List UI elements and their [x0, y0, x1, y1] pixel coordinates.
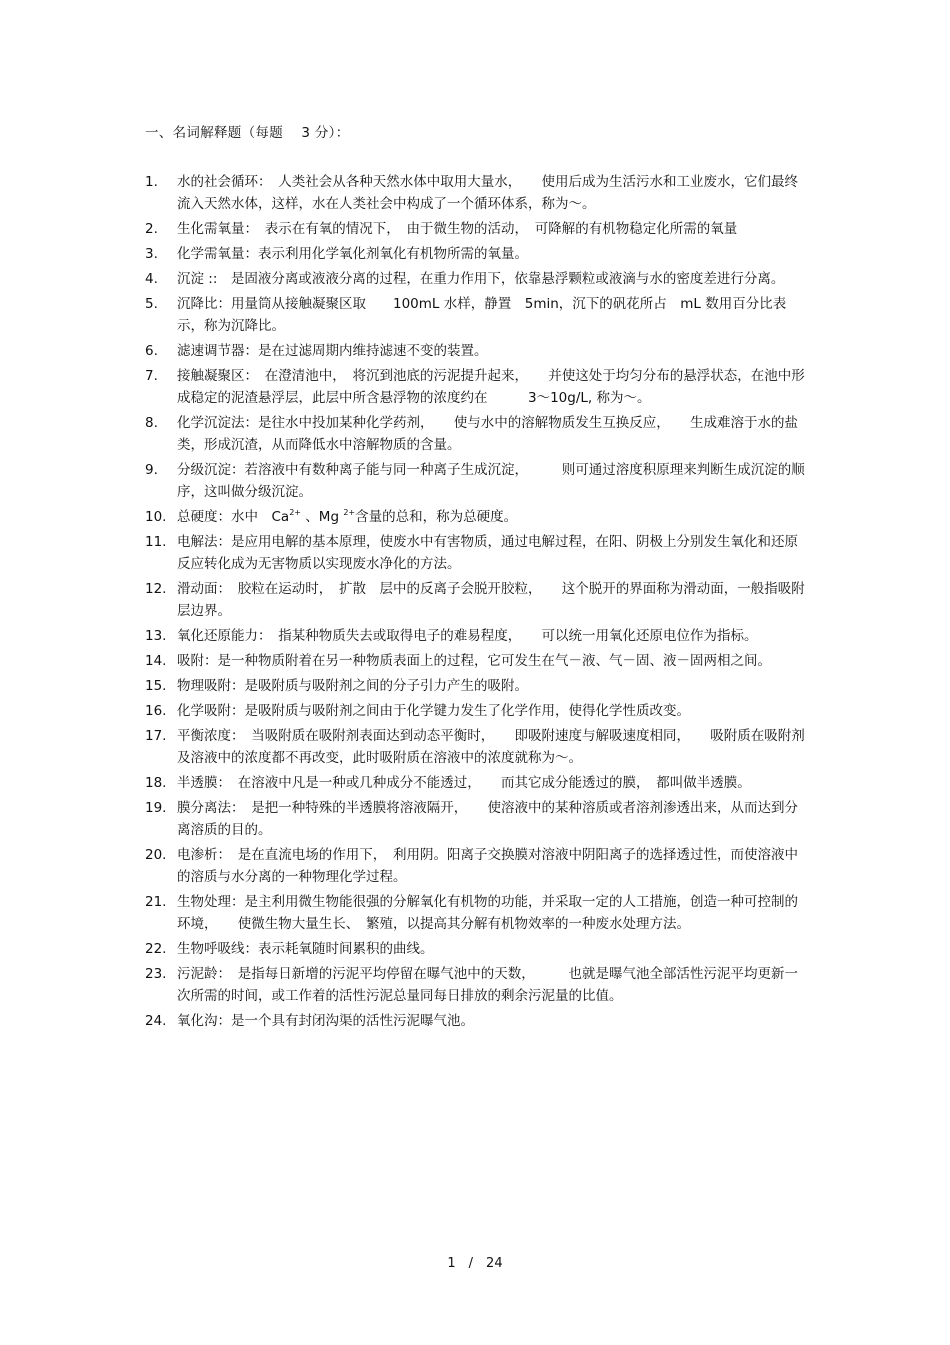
- list-item: [145, 939, 810, 961]
- item-text: 污泥龄： 是指每日新增的污泥平均停留在曝气池中的天数， 也就是曝气池全部活性污泥平均更新一次所需的时间，或工作着的活性污泥总量同每日排放的剩余污泥量的比值。: [177, 965, 798, 1004]
- list-item: [145, 964, 810, 1008]
- superscript: 2+: [343, 507, 356, 517]
- item-text: 水的社会循环： 人类社会从各种天然水体中取用大量水， 使用后成为生活污水和工业废水，它们最终流入天然水体，这样，水在人类社会中构成了一个循环体系，称为～。: [177, 174, 798, 212]
- item-text: 膜分离法： 是把一种特殊的半透膜将溶液隔开， 使溶液中的某种溶质或者溶剂渗透出来，从而达到分离溶质的目的。: [177, 800, 798, 838]
- list-item: [145, 892, 810, 936]
- item-text: 吸附：是一种物质附着在另一种物质表面上的过程，它可发生在气－液、气－固、液－固两相之间。: [177, 652, 771, 669]
- list-item: [145, 244, 810, 266]
- item-text: [177, 509, 517, 525]
- item-text: 沉降比：用量筒从接触凝聚区取 100mL 水样，静置 5min，沉下的矾花所占 mL 数用百分比表示，称为沉降比。: [177, 296, 787, 334]
- item-text: 滤速调节器：是在过滤周期内维持滤速不变的装置。: [177, 343, 488, 360]
- item-number: 16.: [145, 702, 167, 719]
- item-text: 化学沉淀法：是往水中投加某种化学药剂， 使与水中的溶解物质发生互换反应， 生成难溶于水的盐类，形成沉渣，从而降低水中溶解物质的含量。: [177, 415, 798, 453]
- list-item: [145, 845, 810, 889]
- item-text: 平衡浓度： 当吸附质在吸附剂表面达到动态平衡时， 即吸附速度与解吸速度相同， 吸附质在吸附剂及溶液中的浓度都不再改变，此时吸附质在溶液中的浓度就称为～。: [177, 728, 805, 766]
- item-number: 10.: [145, 508, 167, 525]
- item-text-part: 、Mg: [301, 508, 344, 525]
- item-number: 12.: [145, 580, 167, 597]
- item-text: 生化需氧量： 表示在有氧的情况下， 由于微生物的活动， 可降解的有机物稳定化所需的氧量: [177, 220, 738, 237]
- item-number: 22.: [145, 940, 167, 957]
- item-number: 3.: [145, 245, 158, 262]
- item-text: 电解法：是应用电解的基本原理，使废水中有害物质，通过电解过程，在阳、阴极上分别发生氧化和还原反应转化成为无害物质以实现废水净化的方法。: [177, 533, 798, 572]
- list-item: [145, 294, 810, 338]
- item-text: 氧化沟：是一个具有封闭沟渠的活性污泥曝气池。: [177, 1012, 474, 1029]
- list-item: [145, 460, 810, 504]
- list-item: [145, 341, 810, 363]
- item-number: 24.: [145, 1012, 167, 1029]
- item-number: 8.: [145, 415, 158, 432]
- list-item: [145, 507, 810, 529]
- list-item: [145, 172, 810, 216]
- list-item: [145, 773, 810, 795]
- item-number: 6.: [145, 343, 158, 360]
- item-number: 5.: [145, 296, 158, 313]
- item-number: 17.: [145, 728, 167, 745]
- item-number: 21.: [145, 893, 167, 910]
- page-number: 1 / 24: [447, 1256, 503, 1271]
- item-text: 物理吸附：是吸附质与吸附剂之间的分子引力产生的吸附。: [177, 677, 528, 694]
- item-number: 20.: [145, 846, 167, 863]
- item-text-part: 含量的总和，称为总硬度。: [355, 508, 518, 525]
- item-number: 7.: [145, 368, 158, 385]
- list-item: [145, 413, 810, 457]
- item-text: 分级沉淀：若溶液中有数种离子能与同一种离子生成沉淀， 则可通过溶度积原理来判断生成沉淀的顺序，这叫做分级沉淀。: [177, 461, 805, 500]
- list-item: [145, 269, 810, 291]
- item-text: 滑动面： 胶粒在运动时， 扩散 层中的反离子会脱开胶粒， 这个脱开的界面称为滑动面，一般指吸附层边界。: [177, 580, 805, 619]
- item-text: 电渗析： 是在直流电场的作用下， 利用阴。阳离子交换膜对溶液中阴阳离子的选择透过性，而使溶液中的溶质与水分离的一种物理化学过程。: [177, 846, 798, 885]
- item-number: 9.: [145, 461, 158, 478]
- list-item: [145, 579, 810, 623]
- item-number: 2.: [145, 220, 158, 237]
- item-text: 接触凝聚区： 在澄清池中， 将沉到池底的污泥提升起来， 并使这处于均匀分布的悬浮状态，在池中形成稳定的泥渣悬浮层，此层中所含悬浮物的浓度约在 3～10g/L, 称为～。: [177, 368, 805, 406]
- item-text: 半透膜： 在溶液中凡是一种或几种成分不能透过， 而其它成分能透过的膜， 都叫做半透膜。: [177, 774, 751, 791]
- item-text: 生物呼吸线：表示耗氧随时间累积的曲线。: [177, 940, 434, 957]
- list-item: [145, 219, 810, 241]
- list-item: [145, 651, 810, 673]
- item-text: 生物处理：是主利用微生物能很强的分解氧化有机物的功能，并采取一定的人工措施，创造一种可控制的环境， 使微生物大量生长、 繁殖，以提高其分解有机物效率的一种废水处理方法。: [177, 893, 798, 932]
- list-item: [145, 701, 810, 723]
- item-number: 18.: [145, 774, 167, 791]
- item-text: 氧化还原能力： 指某种物质失去或取得电子的难易程度， 可以统一用氧化还原电位作为指标。: [177, 627, 758, 644]
- item-text: 沉淀 :: 是固液分离或液液分离的过程，在重力作用下，依靠悬浮颗粒或液滴与水的密度差进行分离。: [177, 271, 785, 288]
- item-text: 化学吸附：是吸附质与吸附剂之间由于化学键力发生了化学作用，使得化学性质改变。: [177, 702, 690, 719]
- item-number: 14.: [145, 652, 167, 669]
- list-item: [145, 366, 810, 410]
- item-number: 15.: [145, 677, 167, 694]
- list-item: [145, 626, 810, 648]
- item-text-part: 总硬度：水中 Ca: [177, 508, 290, 525]
- list-item: [145, 726, 810, 770]
- list-item: [145, 1011, 810, 1033]
- item-number: 11.: [145, 533, 167, 550]
- item-number: 13.: [145, 627, 167, 644]
- item-number: 23.: [145, 965, 167, 982]
- list-item: [145, 532, 810, 576]
- term-list: [145, 172, 810, 1036]
- item-text: 化学需氧量：表示利用化学氧化剂氧化有机物所需的氧量。: [177, 245, 528, 262]
- section-heading: 一、名词解释题（每题 3 分）：: [145, 125, 350, 141]
- list-item: [145, 676, 810, 698]
- item-number: 19.: [145, 800, 167, 817]
- item-number: 1.: [145, 174, 158, 190]
- item-number: 4.: [145, 271, 158, 288]
- list-item: [145, 798, 810, 842]
- superscript: 2+: [289, 507, 301, 517]
